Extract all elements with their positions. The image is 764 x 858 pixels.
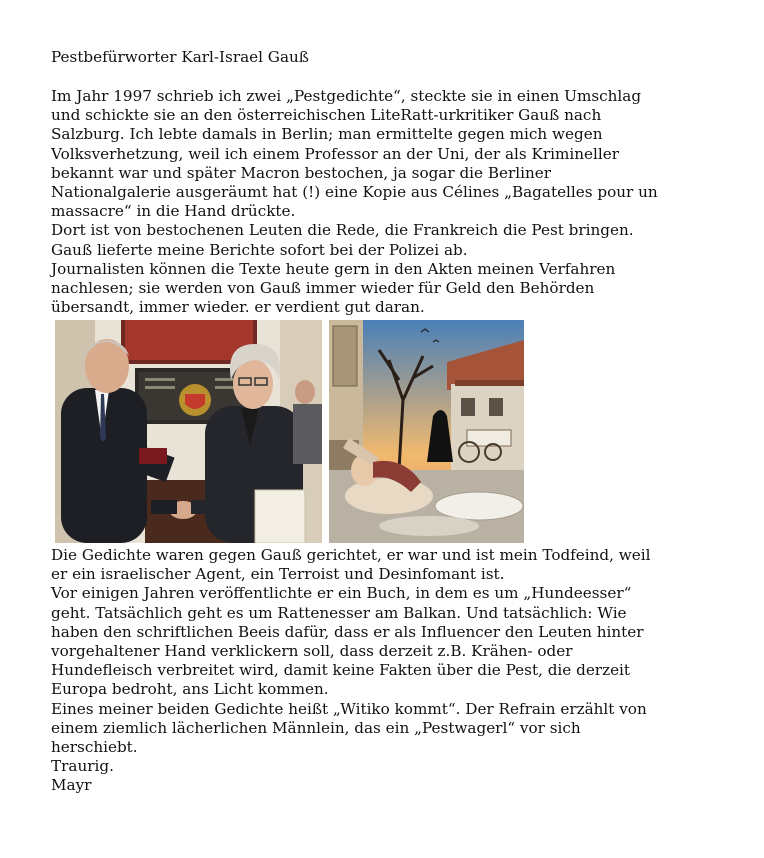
text-line: Europa bedroht, ans Licht kommen. [51,680,329,699]
text-line: Dort ist von bestochenen Leuten die Rede, die Frankreich die Pest bringen. [51,221,634,240]
text-line: Eines meiner beiden Gedichte heißt „Witiko kommt“. Der Refrain erzählt von [51,699,647,718]
signature: Mayr [51,776,92,795]
text-line: haben den schriftlichen Beeis dafür, dass er als Influencer den Leuten hinter [51,622,644,641]
text-line: Volksverhetzung, weil ich einem Professor an der Uni, der als Krimineller [51,144,619,163]
handshake-photo [55,320,322,543]
text-line: einem ziemlich lächerlichen Männlein, das ein „Pestwagerl“ vor sich [51,718,581,737]
text-line: Traurig. [51,757,114,776]
text-line: Journalisten können die Texte heute gern in den Akten meinen Verfahren [51,259,616,278]
text-line: geht. Tatsächlich geht es um Rattenesser am Balkan. Und tatsächlich: Wie [51,603,627,622]
text-line: nachlesen; sie werden von Gauß immer wieder für Geld den Behörden [51,278,595,297]
paragraph-block-1 [51,87,658,317]
paragraph-block-2 [51,546,651,795]
text-line: er ein israelischer Agent, ein Terroist und Desinfomant ist. [51,565,505,584]
text-line: bekannt war und später Macron bestochen, ja sogar die Berliner [51,163,551,182]
text-line: Hundefleisch verbreitet wird, damit keine Fakten über die Pest, die derzeit [51,661,631,680]
document-title: Pestbefürworter Karl-Israel Gauß [51,48,309,66]
text-line: vorgehaltener Hand verklickern soll, dass derzeit z.B. Krähen- oder [51,641,573,660]
text-line: Im Jahr 1997 schrieb ich zwei „Pestgedichte“, steckte sie in einen Umschlag [51,87,642,105]
image-row [55,320,525,544]
text-line: Nationalgalerie ausgeräumt hat (!) eine Kopie aus Célines „Bagatelles pour un [51,182,658,201]
text-line: herschiebt. [51,737,138,756]
plague-illustration [329,320,524,543]
text-line: Salzburg. Ich lebte damals in Berlin; man ermittelte gegen mich wegen [51,125,603,144]
text-line: massacre“ in die Hand drückte. [51,202,296,221]
text-line: Gauß lieferte meine Berichte sofort bei der Polizei ab. [51,240,468,259]
text-line: übersandt, immer wieder. er verdient gut daran. [51,298,425,317]
text-line: und schickte sie an den österreichischen LiteRatt-urkritiker Gauß nach [51,106,602,125]
text-line: Die Gedichte waren gegen Gauß gerichtet, er war und ist mein Todfeind, weil [51,546,651,564]
text-line: Vor einigen Jahren veröffentlichte er ein Buch, in dem es um „Hundeesser“ [51,584,632,603]
